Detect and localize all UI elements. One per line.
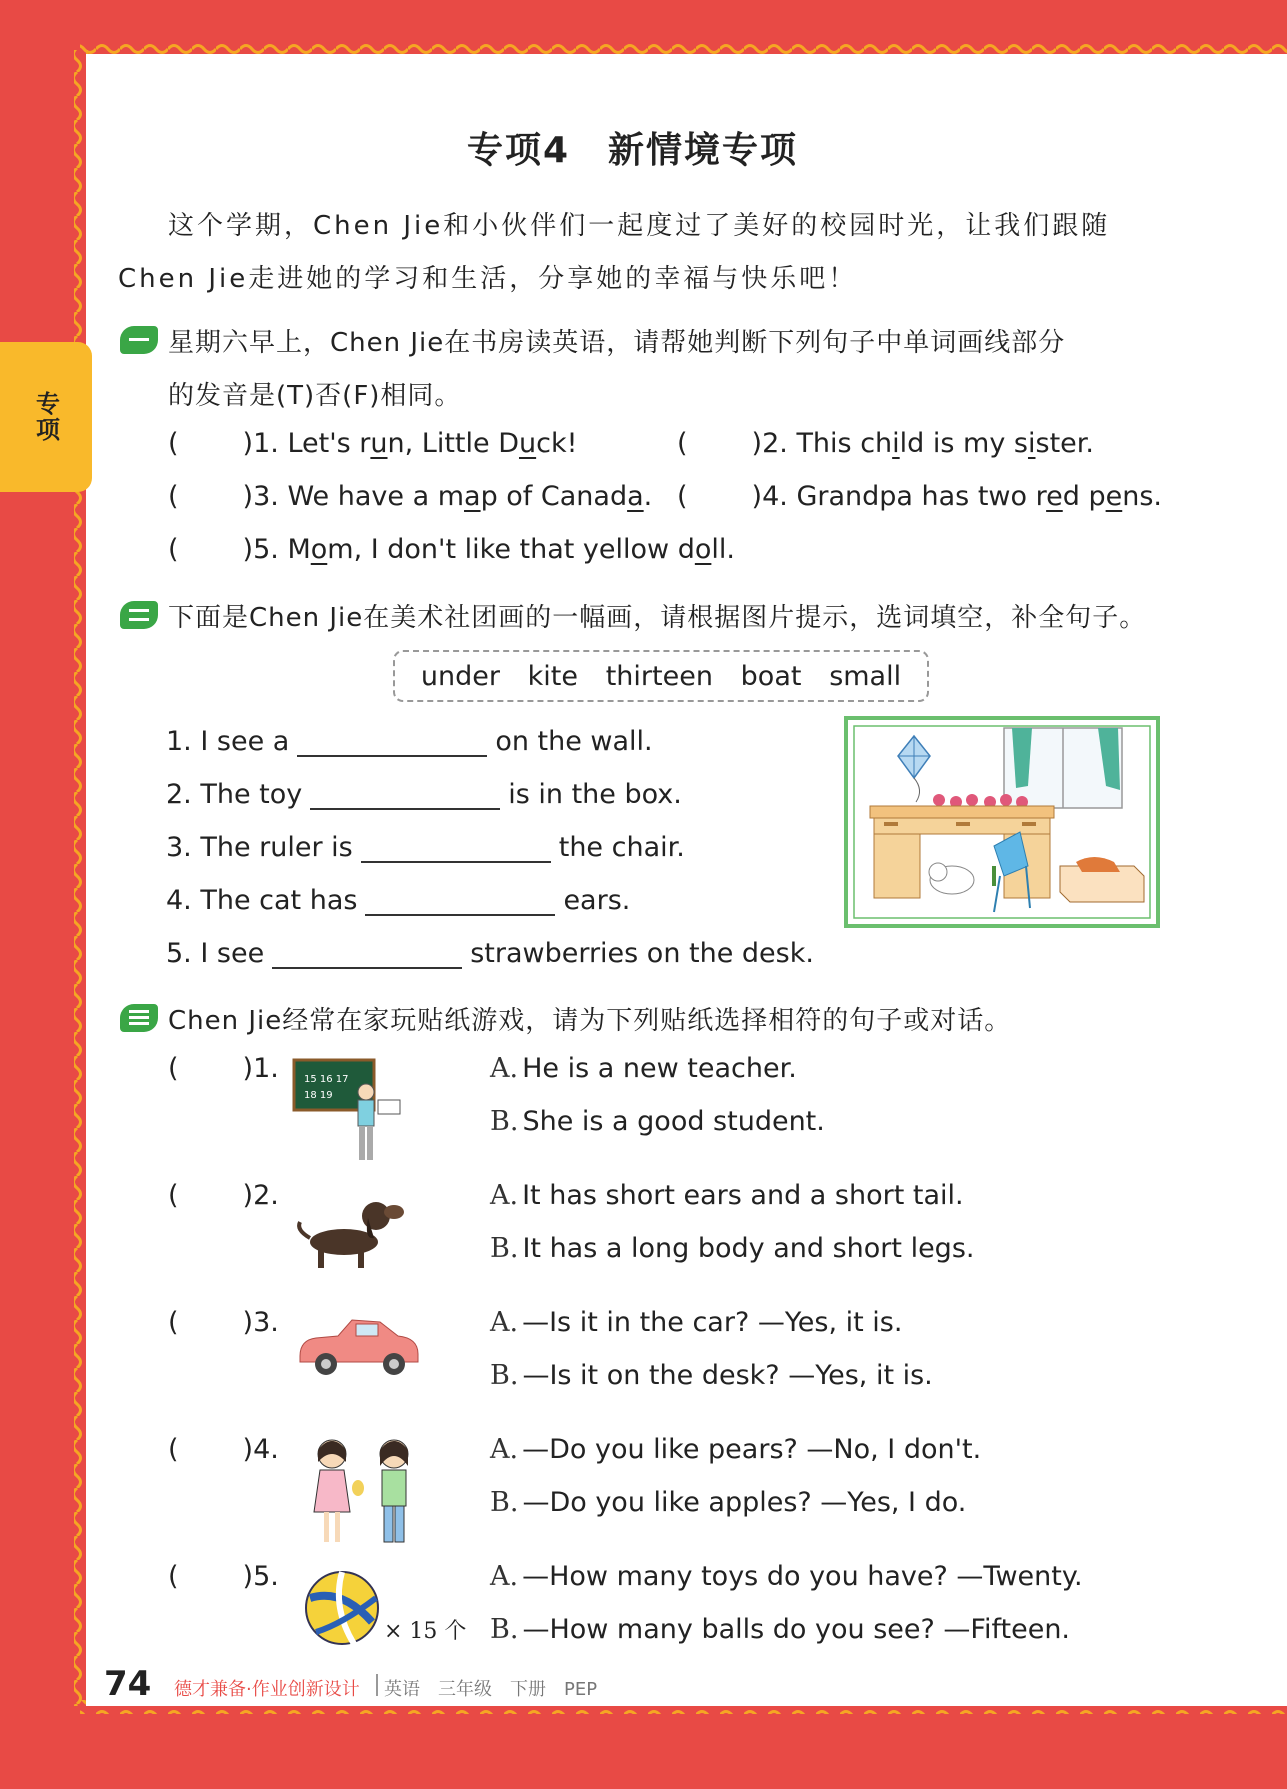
footer-info: 英语 三年级 下册 PEP	[384, 1679, 598, 1700]
answer-paren-open[interactable]: (	[168, 1307, 179, 1338]
fill-blank[interactable]	[361, 835, 551, 863]
answer-paren-open[interactable]: (	[168, 1561, 179, 1592]
s2-item-3: 3. The ruler is the chair.	[166, 832, 685, 863]
car-sticker	[294, 1310, 426, 1380]
ball-count: × 15 个	[384, 1619, 467, 1644]
side-tab: 专项	[0, 342, 92, 492]
s3-item-4-number: ( )4.	[168, 1434, 279, 1465]
word-bank-item: kite	[527, 660, 578, 692]
dog-sticker	[292, 1182, 408, 1274]
page-title: 专项4 新情境专项	[467, 130, 799, 171]
s3-item-1-option-a[interactable]: A. He is a new teacher.	[490, 1053, 797, 1084]
answer-paren-open[interactable]: (	[677, 428, 688, 459]
section-2-badge	[120, 601, 158, 633]
footer-divider	[376, 1674, 378, 1696]
s3-item-1-number: ( )1.	[168, 1053, 279, 1084]
room-picture	[844, 716, 1160, 928]
section-3-badge	[120, 1004, 158, 1036]
answer-paren-open[interactable]: (	[168, 1053, 179, 1084]
s1-item-2: ( )2. This child is my sister.	[677, 428, 1094, 459]
intro-line-2: Chen Jie走进她的学习和生活，分享她的幸福与快乐吧！	[118, 264, 858, 294]
fill-blank[interactable]	[365, 888, 555, 916]
s3-item-3-option-a[interactable]: A. —Is it in the car? —Yes, it is.	[490, 1307, 903, 1338]
s1-item-1: ( )1. Let's run, Little Duck!	[168, 428, 578, 459]
page-number: 74	[104, 1664, 152, 1704]
teacher-sticker	[292, 1058, 408, 1168]
section-3-instruction: Chen Jie经常在家玩贴纸游戏，请为下列贴纸选择相符的句子或对话。	[168, 1006, 1012, 1036]
board-text-1: 15 16 17	[304, 1074, 349, 1085]
fill-blank[interactable]	[297, 729, 487, 757]
s3-item-3-option-b[interactable]: B. —Is it on the desk? —Yes, it is.	[490, 1360, 933, 1391]
answer-paren-open[interactable]: (	[168, 481, 179, 512]
s3-item-5-option-a[interactable]: A. —How many toys do you have? —Twenty.	[490, 1561, 1083, 1592]
fill-blank[interactable]	[310, 782, 500, 810]
section-2-instruction: 下面是Chen Jie在美术社团画的一幅画，请根据图片提示，选词填空，补全句子。	[168, 603, 1147, 633]
s3-item-4-option-a[interactable]: A. —Do you like pears? —No, I don't.	[490, 1434, 982, 1465]
fill-blank[interactable]	[272, 941, 462, 969]
section-1-instruction: 星期六早上，Chen Jie在书房读英语，请帮她判断下列句子中单词画线部分	[168, 328, 1066, 358]
word-bank-item: small	[829, 660, 902, 692]
section-1-instruction-2: 的发音是(T)否(F)相同。	[168, 381, 462, 411]
answer-paren-open[interactable]: (	[168, 1434, 179, 1465]
s3-item-3-number: ( )3.	[168, 1307, 279, 1338]
s3-item-5-number: ( )5.	[168, 1561, 279, 1592]
section-1-badge	[120, 326, 158, 358]
word-bank-item: under	[420, 660, 500, 692]
s1-item-4: ( )4. Grandpa has two red pens.	[677, 481, 1162, 512]
answer-paren-open[interactable]: (	[168, 534, 179, 565]
s3-item-1-option-b[interactable]: B. She is a good student.	[490, 1106, 825, 1137]
s2-item-5: 5. I see strawberries on the desk.	[166, 938, 814, 969]
s2-item-1: 1. I see a on the wall.	[166, 726, 653, 757]
girls-sticker	[300, 1432, 424, 1550]
s3-item-2-number: ( )2.	[168, 1180, 279, 1211]
footer-brand: 德才兼备·作业创新设计	[174, 1679, 360, 1700]
intro-line-1: 这个学期，Chen Jie和小伙伴们一起度过了美好的校园时光，让我们跟随	[168, 211, 1111, 241]
s2-item-4: 4. The cat has ears.	[166, 885, 631, 916]
s3-item-2-option-a[interactable]: A. It has short ears and a short tail.	[490, 1180, 964, 1211]
answer-paren-open[interactable]: (	[168, 1180, 179, 1211]
s2-item-2: 2. The toy is in the box.	[166, 779, 682, 810]
word-bank-item: boat	[740, 660, 802, 692]
s3-item-5-option-b[interactable]: B. —How many balls do you see? —Fifteen.	[490, 1614, 1071, 1645]
word-bank	[393, 650, 929, 702]
board-text-2: 18 19	[304, 1090, 333, 1101]
s1-item-5: ( )5. Mom, I don't like that yellow doll.	[168, 534, 735, 565]
volleyball-icon	[302, 1568, 382, 1648]
answer-paren-open[interactable]: (	[677, 481, 688, 512]
s3-item-4-option-b[interactable]: B. —Do you like apples? —Yes, I do.	[490, 1487, 967, 1518]
s1-item-3: ( )3. We have a map of Canada.	[168, 481, 653, 512]
word-bank-item: thirteen	[605, 660, 713, 692]
s3-item-2-option-b[interactable]: B. It has a long body and short legs.	[490, 1233, 975, 1264]
answer-paren-open[interactable]: (	[168, 428, 179, 459]
